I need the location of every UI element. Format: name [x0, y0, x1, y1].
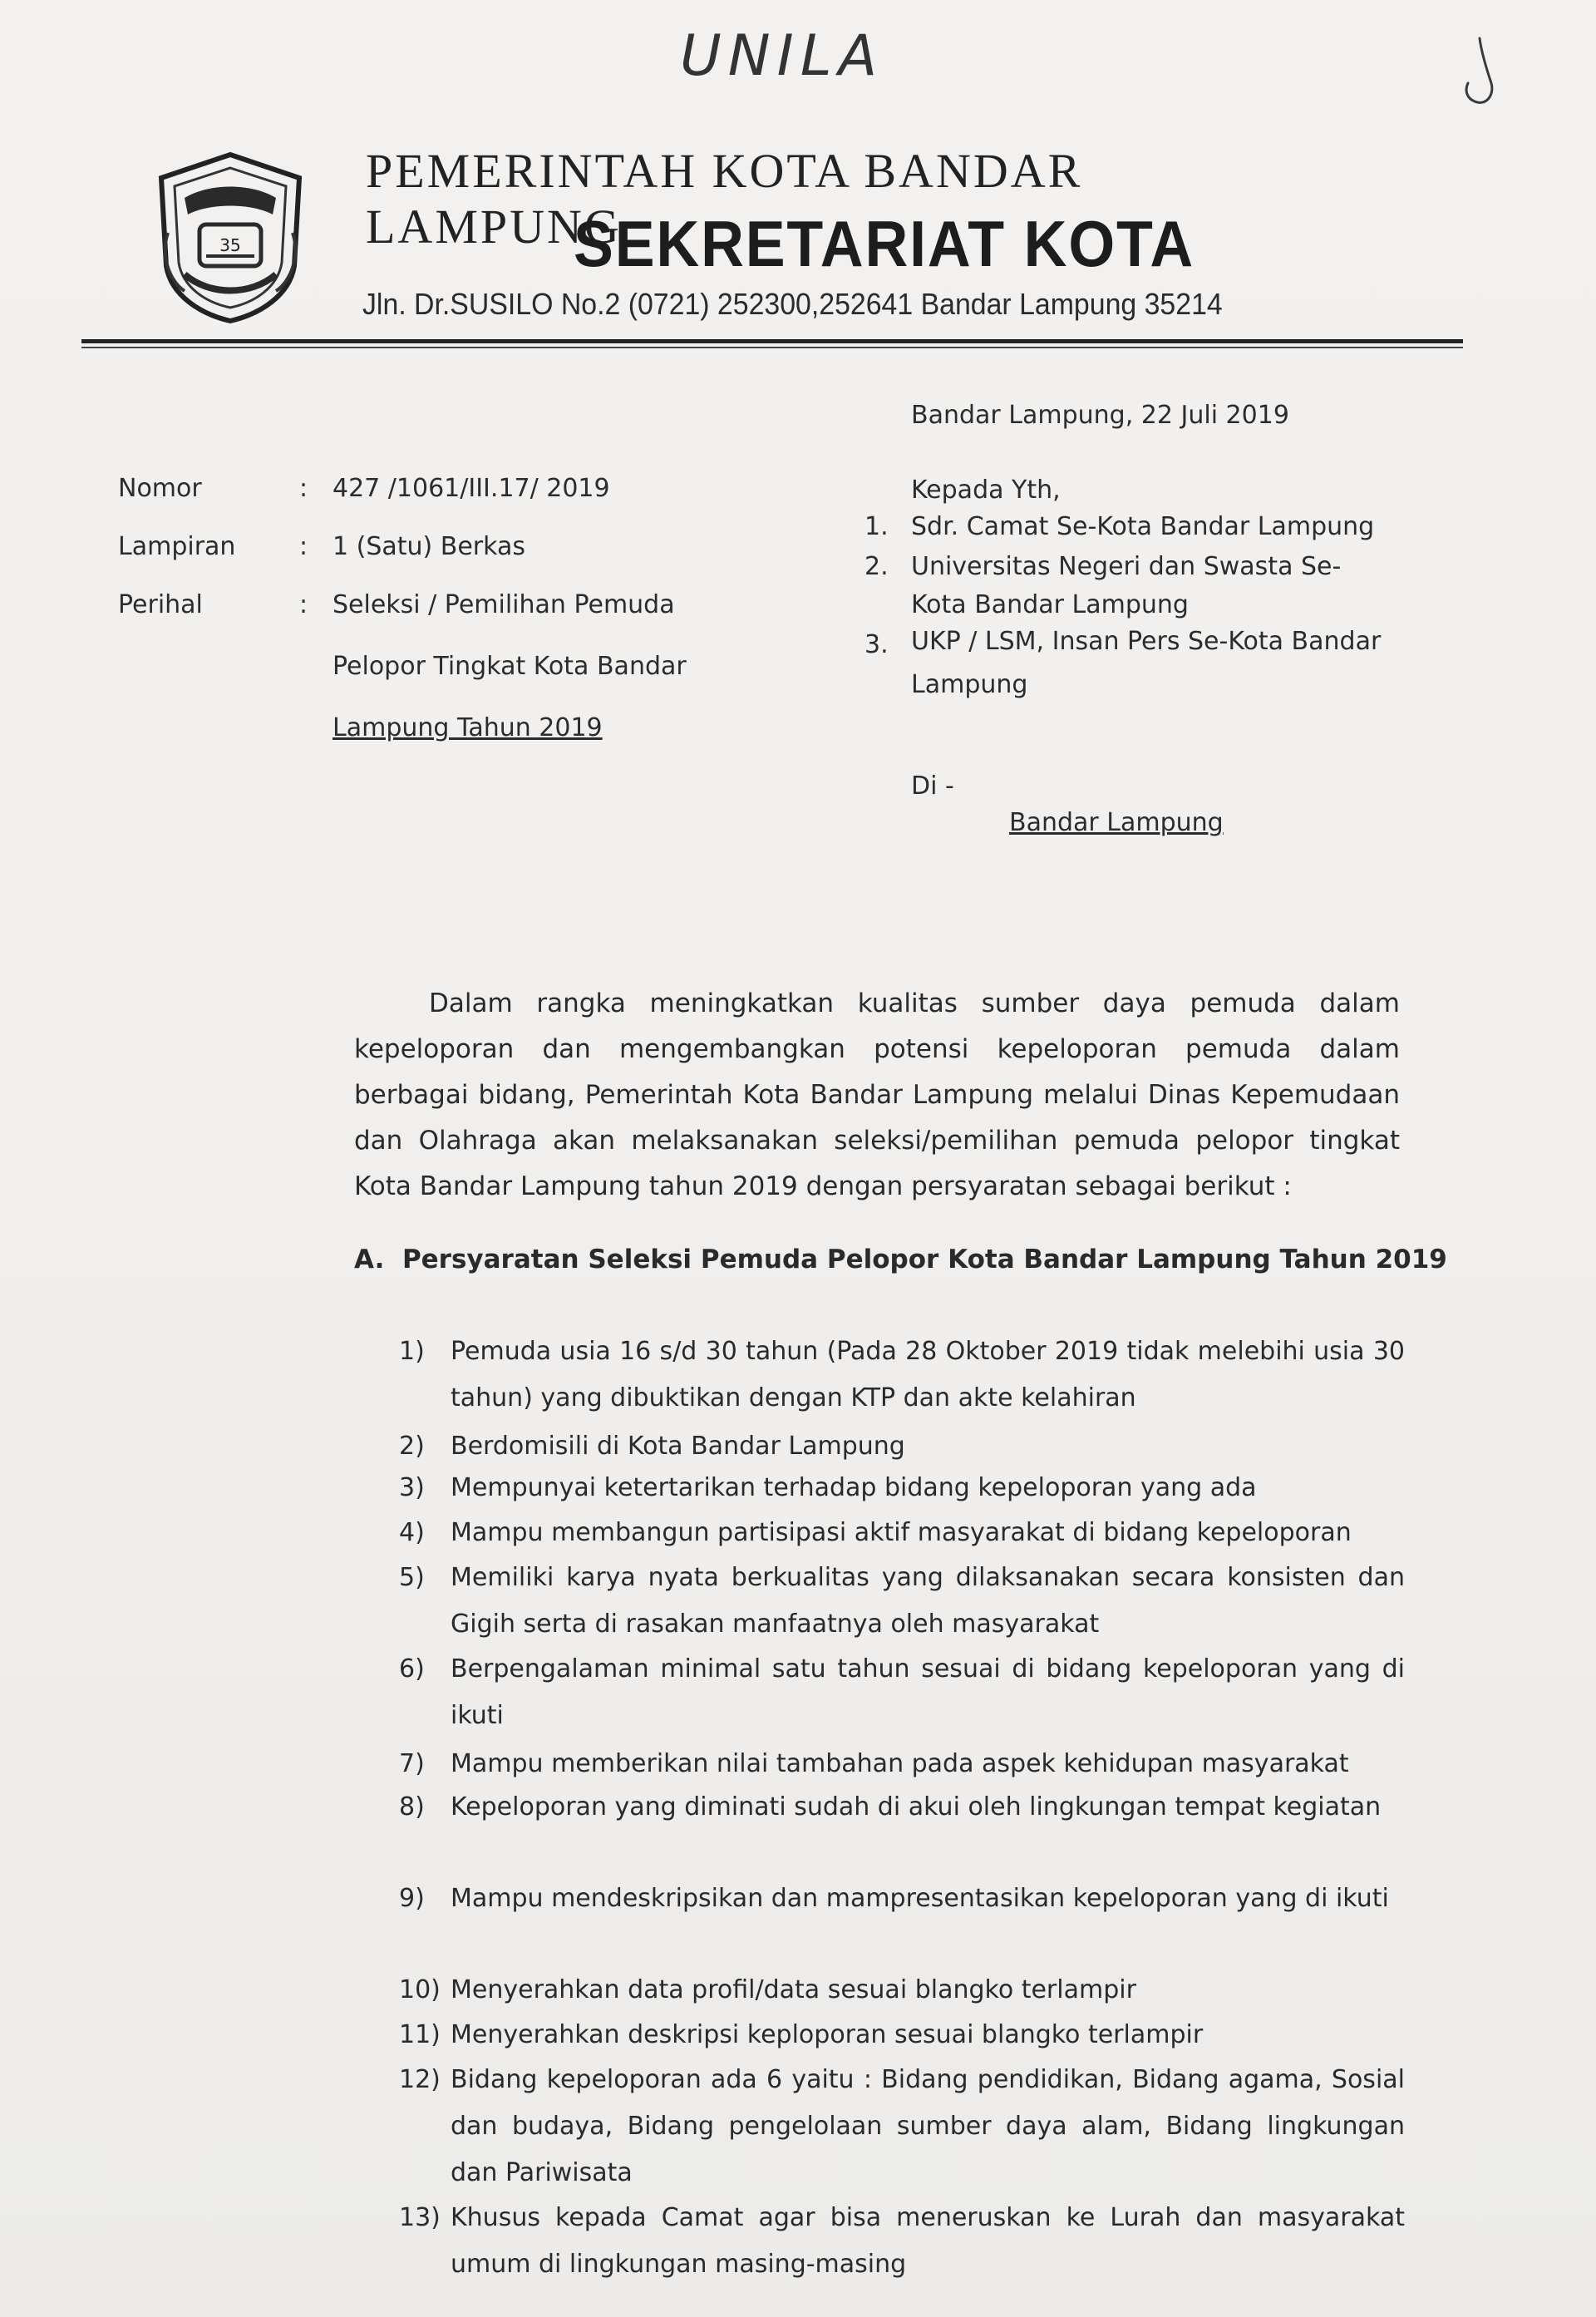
requirement-item [399, 2057, 1405, 2196]
recipient-line: Sdr. Camat Se-Kota Bandar Lampung [911, 512, 1375, 541]
meta-label-nomor: Nomor [118, 474, 202, 503]
letterhead-subtitle: SEKRETARIAT KOTA [574, 207, 1195, 280]
date-line: Bandar Lampung, 22 Juli 2019 [911, 401, 1289, 430]
requirement-number: 1) [399, 1337, 425, 1366]
recipient-line: Universitas Negeri dan Swasta Se- [911, 552, 1342, 581]
meta-value-nomor: 427 /1061/III.17/ 2019 [332, 474, 610, 503]
intro-paragraph-text: Dalam rangka meningkatkan kualitas sumber daya pemuda dalam kepeloporan dan mengembangkan potensi kepeloporan pemuda dalam berbagai bidang, Pemerintah Kota Bandar Lampung melalui Dinas Kepemudaan dan Olahraga akan melaksanakan seleksi/pemilihan pemuda pelopor tingkat Kota Bandar Lampung tahun 2019 dengan persyaratan sebagai berikut : [354, 988, 1400, 1201]
requirement-text: Mempunyai ketertarikan terhadap bidang kepeloporan yang ada [451, 1473, 1257, 1502]
section-a-heading [354, 1245, 1447, 1274]
requirement-text: Mampu mendeskripsikan dan mampresentasikan kepeloporan yang di ikuti [451, 1884, 1389, 1913]
requirement-number: 5) [399, 1563, 425, 1592]
recipient-line: Kota Bandar Lampung [911, 590, 1189, 619]
requirement-text: Berpengalaman minimal satu tahun sesuai di bidang kepeloporan yang di ikuti [451, 1654, 1405, 1730]
svg-text:35: 35 [219, 235, 241, 255]
meta-colon: : [299, 590, 308, 619]
meta-value-perihal-cont: Lampung Tahun 2019 [332, 713, 603, 742]
section-a-title: Persyaratan Seleksi Pemuda Pelopor Kota Bandar Lampung Tahun 2019 [401, 1245, 1447, 1274]
handwritten-page-mark [1461, 35, 1501, 110]
recipient-heading: Kepada Yth, [911, 476, 1061, 505]
meta-label-perihal: Perihal [118, 590, 203, 619]
letterhead-address: Jln. Dr.SUSILO No.2 (0721) 252300,252641 Bandar Lampung 35214 [362, 287, 1223, 321]
requirement-item [399, 1329, 1405, 1422]
requirement-item [399, 2012, 1405, 2058]
requirement-text: Berdomisili di Kota Bandar Lampung [451, 1432, 905, 1461]
recipient-number: 3. [864, 630, 889, 659]
recipient-number: 2. [864, 552, 889, 581]
letterhead-title: PEMERINTAH KOTA BANDAR LAMPUNG [366, 144, 1083, 254]
requirement-item [399, 1741, 1405, 1787]
requirement-item [399, 1646, 1405, 1739]
recipient-di: Di - [911, 772, 954, 801]
meta-value-perihal-cont: Pelopor Tingkat Kota Bandar [332, 652, 687, 681]
letterhead-divider-thin [81, 347, 1463, 348]
requirement-item [399, 2195, 1405, 2288]
requirement-text: Menyerahkan deskripsi keploporan sesuai blangko terlampir [451, 2020, 1204, 2049]
meta-value-perihal: Seleksi / Pemilihan Pemuda [332, 590, 675, 619]
requirement-number: 2) [399, 1432, 425, 1461]
requirement-item [399, 1967, 1405, 2014]
letterhead-divider [81, 339, 1463, 343]
requirement-text: Khusus kepada Camat agar bisa meneruskan ke Lurah dan masyarakat umum di lingkungan masing-masing [451, 2203, 1405, 2279]
recipient-number: 1. [864, 512, 889, 541]
requirement-text: Kepeloporan yang diminati sudah di akui oleh lingkungan tempat kegiatan [451, 1792, 1382, 1822]
city-emblem-logo [151, 150, 309, 324]
section-a-label: A. [354, 1245, 385, 1274]
requirement-number: 8) [399, 1792, 425, 1822]
requirement-item [399, 1876, 1405, 1922]
requirement-number: 12) [399, 2065, 441, 2094]
intro-paragraph [354, 981, 1400, 1210]
meta-colon: : [299, 532, 308, 561]
recipient-place: Bandar Lampung [1009, 808, 1224, 837]
requirement-text: Memiliki karya nyata berkualitas yang dilaksanakan secara konsisten dan Gigih serta di rasakan manfaatnya oleh masyarakat [451, 1563, 1405, 1639]
requirement-number: 10) [399, 1975, 441, 2004]
requirement-number: 13) [399, 2203, 441, 2232]
requirement-number: 11) [399, 2020, 441, 2049]
handwritten-note: UNILA [680, 23, 884, 89]
requirement-item [399, 1423, 1405, 1470]
requirement-text: Menyerahkan data profil/data sesuai blangko terlampir [451, 1975, 1136, 2004]
page-mark-drawing [1461, 35, 1501, 110]
requirement-number: 9) [399, 1884, 425, 1913]
requirement-text: Pemuda usia 16 s/d 30 tahun (Pada 28 Oktober 2019 tidak melebihi usia 30 tahun) yang dibuktikan dengan KTP dan akte kelahiran [451, 1337, 1405, 1412]
requirement-number: 4) [399, 1518, 425, 1547]
requirement-number: 3) [399, 1473, 425, 1502]
requirement-text: Mampu membangun partisipasi aktif masyarakat di bidang kepeloporan [451, 1518, 1352, 1547]
meta-value-lampiran: 1 (Satu) Berkas [332, 532, 526, 561]
requirement-item [399, 1555, 1405, 1648]
requirement-text: Mampu memberikan nilai tambahan pada aspek kehidupan masyarakat [451, 1749, 1349, 1778]
requirement-number: 6) [399, 1654, 425, 1684]
requirement-text: Bidang kepeloporan ada 6 yaitu : Bidang pendidikan, Bidang agama, Sosial dan budaya, Bidang pengelolaan sumber daya alam, Bidang lingkungan dan Pariwisata [451, 2065, 1405, 2187]
requirement-item [399, 1510, 1405, 1556]
meta-colon: : [299, 474, 308, 503]
recipient-line: UKP / LSM, Insan Pers Se-Kota Bandar [911, 627, 1382, 656]
requirement-item [399, 1784, 1405, 1831]
meta-label-lampiran: Lampiran [118, 532, 236, 561]
recipient-line: Lampung [911, 670, 1028, 699]
requirement-item [399, 1465, 1405, 1511]
requirement-number: 7) [399, 1749, 425, 1778]
